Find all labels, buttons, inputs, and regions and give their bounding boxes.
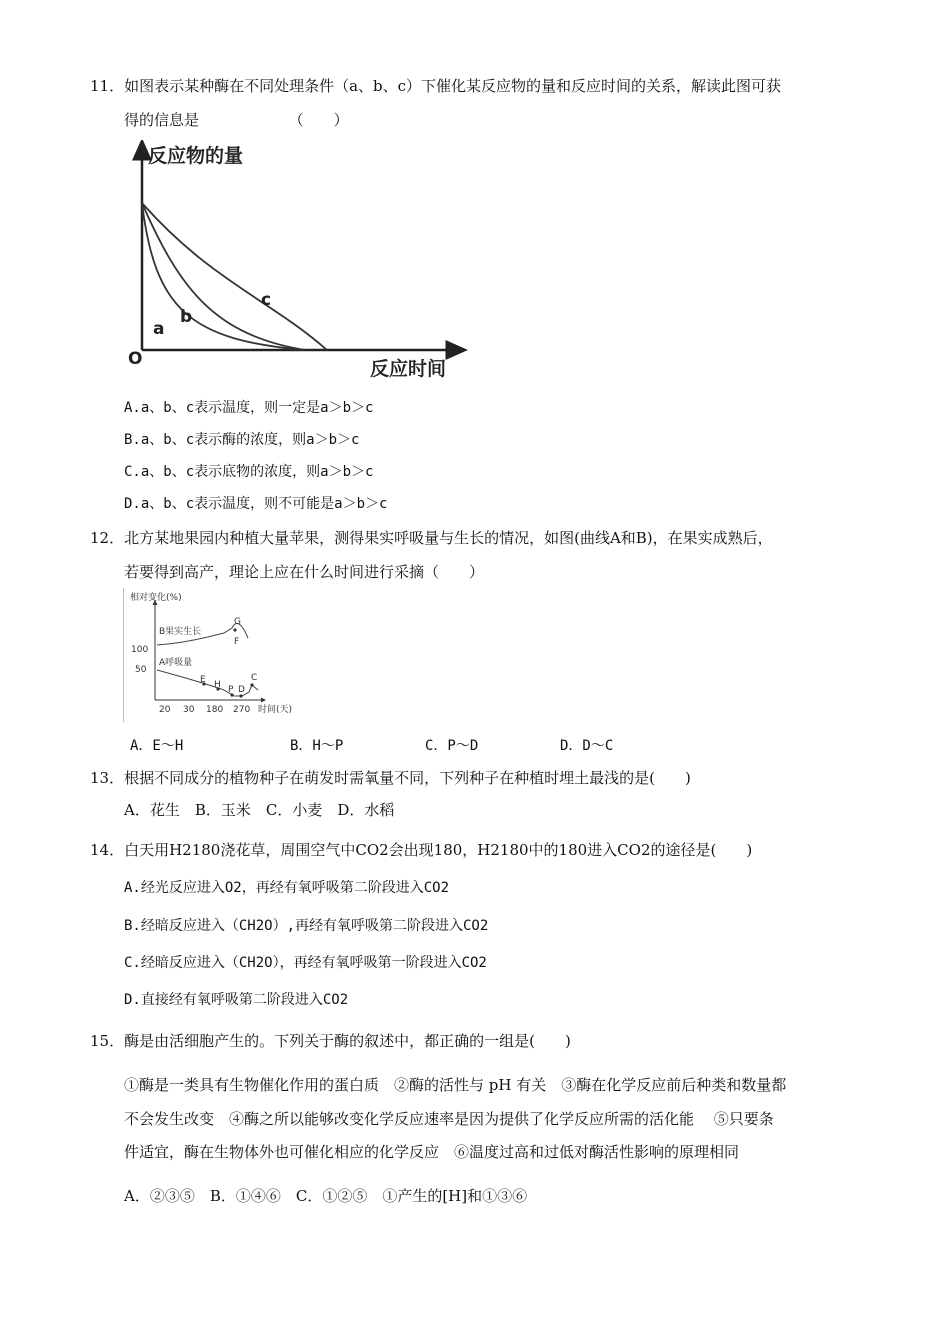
q12-option-a[interactable]: A．E～H — [130, 738, 184, 754]
q11-origin-label: O — [128, 349, 143, 369]
q11-figure — [120, 140, 470, 385]
q11-ylabel: 反应物的量 — [148, 145, 244, 167]
q15-body-line1: ①酶是一类具有生物催化作用的蛋白质 ②酶的活性与 pH 有关 ③酶在化学反应前后种类和数量都 — [124, 1076, 787, 1094]
q13-options[interactable]: A．花生 B．玉米 C．小麦 D．水稻 — [124, 801, 395, 819]
q11-stem-line1: 11．如图表示某种酶在不同处理条件（a、b、c）下催化某反应物的量和反应时间的关系，解读此图可获 — [90, 77, 782, 95]
q11-option-b[interactable]: B.a、b、c表示酶的浓度，则a＞b＞c — [124, 432, 360, 448]
q12-ytick-100: 100 — [131, 645, 149, 655]
q14-option-a[interactable]: A.经光反应进入O2，再经有氧呼吸第二阶段进入CO2 — [124, 880, 449, 896]
q11-option-c[interactable]: C.a、b、c表示底物的浓度，则a＞b＞c — [124, 464, 374, 480]
q11-answer-paren: （ ） — [288, 111, 349, 129]
q11-xlabel: 反应时间 — [370, 358, 447, 380]
q12-point-label-d: D — [238, 685, 245, 695]
q11-option-a[interactable]: A.a、b、c表示温度，则一定是a＞b＞c — [124, 400, 374, 416]
q12-point-label-c: C — [251, 673, 258, 683]
q14-option-d[interactable]: D.直接经有氧呼吸第二阶段进入CO2 — [124, 992, 349, 1008]
q12-point-label-g: G — [234, 617, 241, 627]
q15-body-line2: 不会发生改变 ④酶之所以能够改变化学反应速率是因为提供了化学反应所需的活化能 ⑤只要条 — [124, 1110, 774, 1128]
q12-ylabel: 相对变化(%) — [130, 593, 182, 603]
q12-point-label-h: H — [214, 680, 221, 690]
q12-xtick-180: 180 — [206, 705, 224, 715]
q11-curve-label-b: b — [180, 307, 193, 327]
q12-point-label-p: P — [228, 685, 234, 695]
q12-series-b-label: B果实生长 — [159, 627, 202, 637]
q11-curve-label-a: a — [153, 319, 165, 339]
q12-point-label-f: F — [234, 637, 240, 647]
q12-point-g — [233, 628, 236, 631]
q14-option-b[interactable]: B.经暗反应进入（CH2O）,再经有氧呼吸第二阶段进入CO2 — [124, 918, 489, 934]
q14-stem: 14．白天用H2180浇花草，周围空气中CO2会出现180，H2180中的180进入CO2的途径是( ) — [90, 841, 753, 859]
q11-stem-text: 得的信息是 — [124, 111, 200, 129]
q15-body-line3: 件适宜，酶在生物体外也可催化相应的化学反应 ⑥温度过高和过低对酶活性影响的原理相同 — [124, 1143, 740, 1161]
q12-series-a-label: A呼吸量 — [159, 658, 193, 668]
q11-curve-label-c: c — [261, 290, 272, 310]
q12-point-c — [250, 683, 253, 686]
q12-xtick-270: 270 — [233, 705, 251, 715]
q15-options[interactable]: A．②③⑤ B．①④⑥ C．①②⑤ ①产生的[H]和①③⑥ — [124, 1187, 528, 1205]
q12-option-c[interactable]: C．P～D — [425, 738, 479, 754]
q12-xlabel: 时间(天) — [258, 705, 293, 715]
q12-xtick-20: 20 — [159, 705, 171, 715]
q15-stem: 15．酶是由活细胞产生的。下列关于酶的叙述中，都正确的一组是( ) — [90, 1032, 571, 1050]
q12-figure — [123, 588, 310, 722]
q11-curve-c — [142, 203, 327, 350]
q11-stem-line2 — [124, 110, 349, 130]
q13-stem: 13．根据不同成分的植物种子在萌发时需氧量不同，下列种子在种植时埋土最浅的是( ) — [90, 769, 691, 787]
q12-stem-line2: 若要得到高产，理论上应在什么时间进行采摘（ ） — [124, 563, 485, 581]
q12-option-d[interactable]: D．D～C — [560, 738, 614, 754]
q12-stem-line1: 12．北方某地果园内种植大量苹果，测得果实呼吸量与生长的情况，如图(曲线A和B)，在果实成熟后， — [90, 529, 773, 547]
q12-ytick-50: 50 — [135, 665, 147, 675]
q11-option-d[interactable]: D.a、b、c表示温度，则不可能是a＞b＞c — [124, 496, 388, 512]
q12-option-b[interactable]: B．H～P — [290, 738, 344, 754]
q14-option-c[interactable]: C.经暗反应进入（CH2O），再经有氧呼吸第一阶段进入CO2 — [124, 955, 487, 971]
q12-options — [130, 736, 613, 756]
q12-point-label-e: E — [200, 675, 206, 685]
q12-xtick-30: 30 — [183, 705, 195, 715]
